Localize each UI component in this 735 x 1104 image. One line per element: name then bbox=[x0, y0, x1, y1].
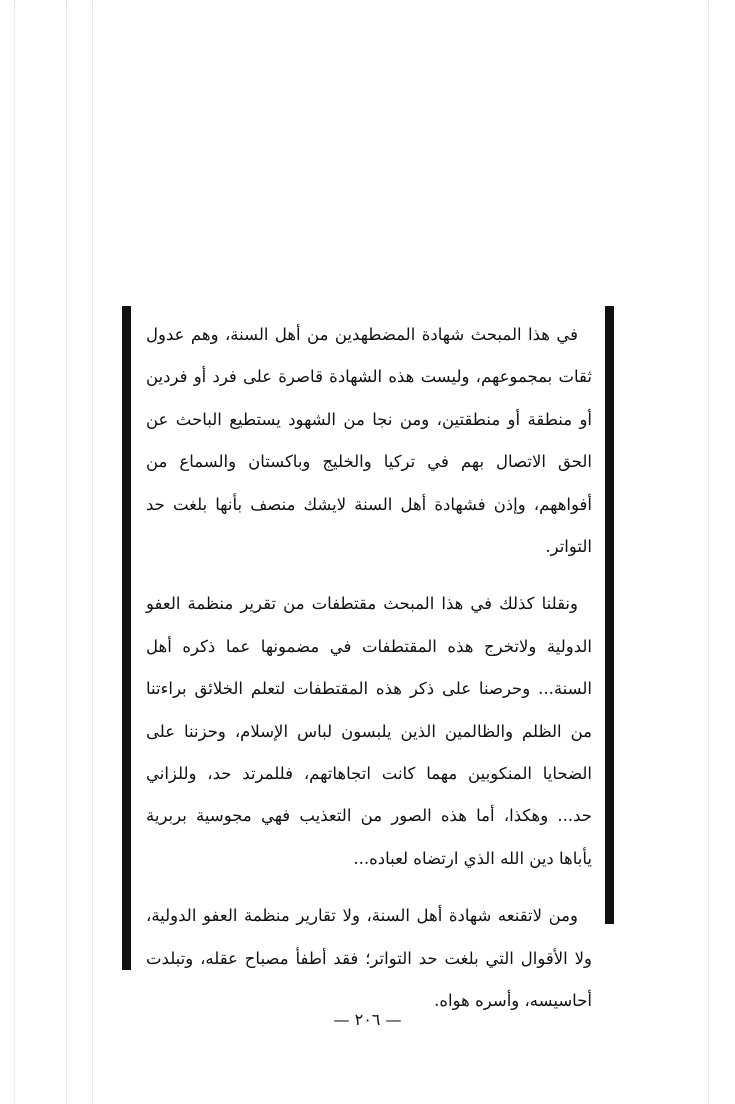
paragraph-2: ونقلنا كذلك في هذا المبحث مقتطفات من تقرير منظمة العفو الدولية ولاتخرج هذه المقتطفات في مضمونها عما ذكره أهل السنة... وحرصنا على ذكر هذه المقتطفات لتعلم الخلائق براءتنا من الظلم والظالمين الذين يلبسون لباس الإسلام، وحزننا على الضحايا المنكوبين مهما كانت اتجاهاتهم، فللمرتد حد، وللزاني حد... وهكذا، أما هذه الصور من التعذيب فهي مجوسية بربرية يأباها دين الله الذي ارتضاه لعباده... bbox=[146, 594, 592, 868]
scan-artifact-line bbox=[14, 0, 15, 1104]
scan-artifact-line bbox=[66, 0, 67, 1104]
scan-artifact-line bbox=[92, 0, 93, 1104]
paragraph-1: في هذا المبحث شهادة المضطهدين من أهل السنة، وهم عدول ثقات بمجموعهم، وليست هذه الشهادة قاصرة على فرد أو فردين أو منطقة أو منطقتين، ومن نجا من الشهود يستطيع الباحث عن الحق الاتصال بهم في تركيا والخليج وباكستان والسماع من أفواههم، وإذن فشهادة أهل السنة لايشك منصف بأنها بلغت حد التواتر. bbox=[146, 325, 592, 557]
left-margin-bar bbox=[122, 306, 131, 970]
right-margin-bar bbox=[605, 306, 614, 924]
page-number: — ٢٠٦ — bbox=[333, 1010, 402, 1029]
body-text bbox=[146, 314, 592, 1023]
paragraph-3: ومن لاتقنعه شهادة أهل السنة، ولا تقارير منظمة العفو الدولية، ولا الأقوال التي بلغت حد التواتر؛ فقد أطفأ مصباح عقله، وتبلدت أحاسيسه، وأسره هواه. bbox=[146, 906, 592, 1011]
text-frame bbox=[122, 306, 614, 1011]
scan-artifact-line bbox=[708, 0, 709, 1104]
